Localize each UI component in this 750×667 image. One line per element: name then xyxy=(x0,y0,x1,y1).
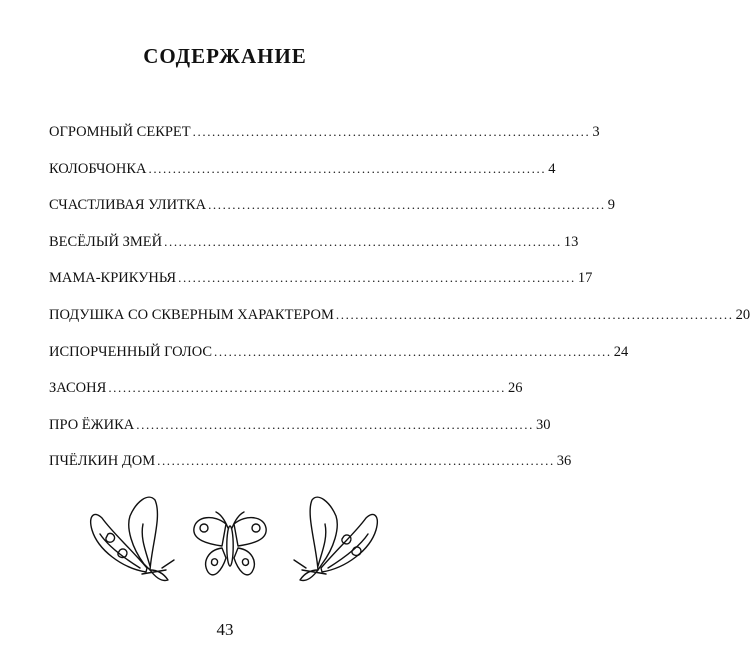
toc-entry xyxy=(49,197,616,234)
toc-entry-title: СЧАСТЛИВАЯ УЛИТКА xyxy=(49,197,207,214)
toc-entry-title: ВЕСЁЛЫЙ ЗМЕЙ xyxy=(49,233,163,250)
toc-entry-title: ПОДУШКА СО СКВЕРНЫМ ХАРАКТЕРОМ xyxy=(49,306,334,323)
toc-entry-page: 30 xyxy=(535,416,551,433)
toc-leader-dots: .................................................................................. xyxy=(178,270,576,286)
toc-entry xyxy=(49,160,556,198)
butterfly-decoration xyxy=(0,494,450,590)
toc-entry-title: МАМА-КРИКУНЬЯ xyxy=(49,270,177,287)
page-title: СОДЕРЖАНИЕ xyxy=(143,44,307,68)
butterfly-center-icon xyxy=(194,512,266,575)
toc-entry xyxy=(49,306,750,344)
toc-leader-dots: .................................................................................. xyxy=(214,343,612,359)
toc-entry-page: 24 xyxy=(613,343,629,360)
toc-leader-dots: .................................................................................. xyxy=(148,160,547,176)
toc-entry-page: 3 xyxy=(592,124,600,140)
toc-entry xyxy=(49,124,600,161)
toc-entry-title: КОЛОБЧОНКА xyxy=(49,160,147,177)
toc-entry-title: ИСПОРЧЕННЫЙ ГОЛОС xyxy=(49,343,213,360)
toc-entry xyxy=(49,380,523,417)
toc-leader-dots: .................................................................................. xyxy=(108,380,507,396)
toc-entry-title: ЗАСОНЯ xyxy=(49,380,107,397)
toc-entry-page: 13 xyxy=(563,233,579,250)
table-of-contents xyxy=(49,124,750,490)
toc-entry-title: ОГРОМНЫЙ СЕКРЕТ xyxy=(49,124,191,140)
toc-entry-title: ПЧЁЛКИН ДОМ xyxy=(49,453,156,470)
toc-entry xyxy=(49,343,629,381)
toc-leader-dots: .................................................................................. xyxy=(164,233,562,249)
toc-entry xyxy=(49,453,572,490)
butterfly-left-icon xyxy=(91,497,174,580)
toc-entry-page: 4 xyxy=(548,160,556,177)
toc-leader-dots: .................................................................................. xyxy=(335,306,734,322)
toc-entry xyxy=(49,233,579,271)
toc-leader-dots: .................................................................................. xyxy=(192,124,591,139)
toc-leader-dots: .................................................................................. xyxy=(157,453,555,469)
butterfly-right-icon xyxy=(294,497,377,580)
toc-entry-page: 20 xyxy=(735,306,750,323)
toc-entry-page: 17 xyxy=(577,270,593,287)
page-number: 43 xyxy=(216,620,234,639)
toc-entry-page: 36 xyxy=(556,453,572,470)
toc-leader-dots: .................................................................................. xyxy=(208,197,606,213)
toc-leader-dots: .................................................................................. xyxy=(136,416,534,432)
toc-entry-title: ПРО ЁЖИКА xyxy=(49,416,135,433)
toc-entry xyxy=(49,416,551,454)
toc-entry xyxy=(49,270,593,307)
toc-entry-page: 26 xyxy=(508,380,523,397)
toc-entry-page: 9 xyxy=(607,197,616,214)
